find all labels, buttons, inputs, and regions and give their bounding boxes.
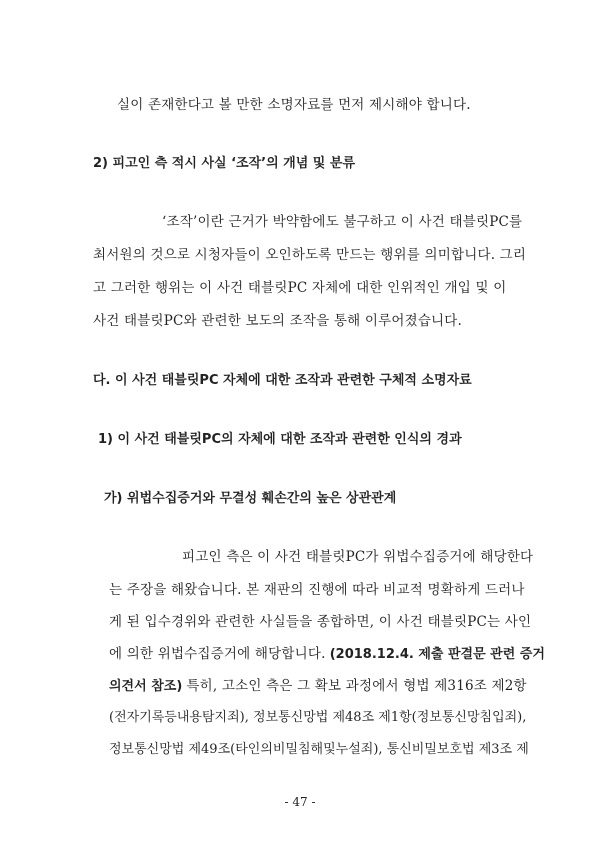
text-line: ‘조작’이란 근거가 박약함에도 불구하고 이 사건 태블릿PC를	[162, 214, 523, 230]
text-line: 최서원의 것으로 시청자들이 오인하도록 만드는 행위를 의미합니다. 그리	[93, 247, 527, 263]
emphasis-segment: (2018.12.4. 제출 판결문 관련 증거	[329, 647, 545, 662]
text-line: 사건 태블릿PC와 관련한 보도의 조작을 통해 이루어졌습니다.	[93, 313, 463, 329]
emphasis-segment: 의견서 참조)	[109, 679, 183, 694]
page-number: - 47 -	[284, 795, 316, 809]
text-line: (전자기록등내용탐지죄), 정보통신망법 제48조 제1항(정보통신망침입죄),	[109, 710, 527, 725]
section-heading: 다. 이 사건 태블릿PC 자체에 대한 조작과 관련한 구체적 소명자료	[93, 373, 472, 388]
text-line: 는 주장을 해왔습니다. 본 재판의 진행에 따라 비교적 명확하게 드러나	[109, 582, 525, 598]
text-line: 정보통신망법 제49조(타인의비밀침해및누설죄), 통신비밀보호법 제3조 제	[109, 742, 529, 757]
text-line: 고 그러한 행위는 이 사건 태블릿PC 자체에 대한 인위적인 개입 및 이	[93, 280, 507, 296]
text-line	[109, 646, 545, 663]
text-line: 게 된 입수경위와 관련한 사실들을 종합하면, 이 사건 태블릿PC는 사인	[109, 614, 532, 630]
text-line	[109, 678, 527, 695]
text-segment: 특히, 고소인 측은 그 확보 과정에서 형법 제316조 제2항	[186, 678, 527, 694]
section-heading: 2) 피고인 측 적시 사실 ‘조작’의 개념 및 분류	[93, 156, 355, 171]
text-segment: 에 의한 위법수집증거에 해당합니다.	[109, 646, 326, 662]
text-line: 피고인 측은 이 사건 태블릿PC가 위법수집증거에 해당한다	[182, 549, 534, 565]
section-heading: 가) 위법수집증거와 무결성 훼손간의 높은 상관관계	[104, 491, 397, 506]
section-heading: 1) 이 사건 태블릿PC의 자체에 대한 조작과 관련한 인식의 경과	[98, 432, 462, 447]
text-line: 실이 존재한다고 볼 만한 소명자료를 먼저 제시해야 합니다.	[117, 97, 471, 113]
